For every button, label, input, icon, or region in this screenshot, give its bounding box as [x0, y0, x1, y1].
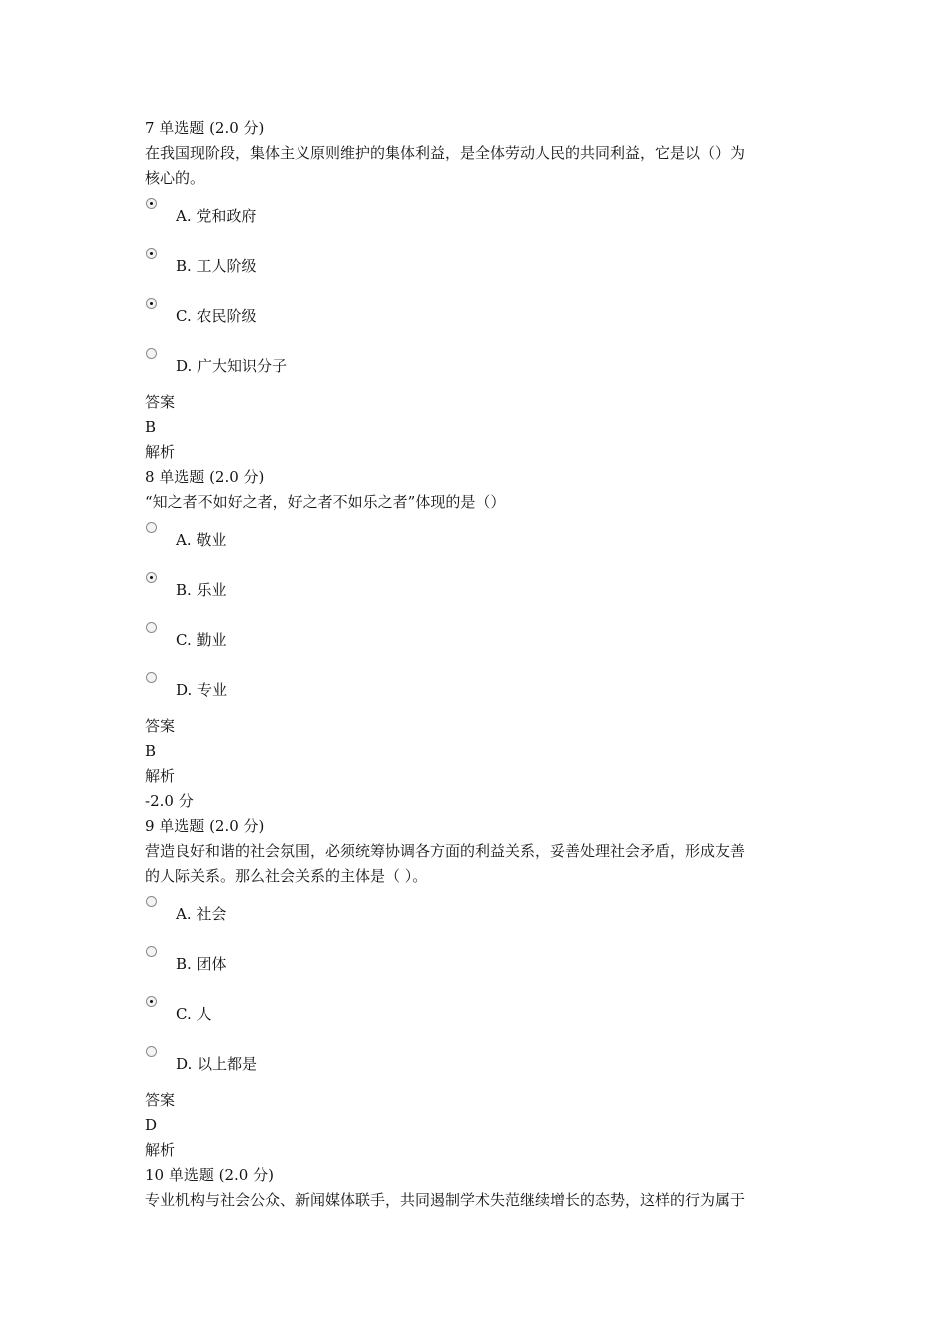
radio-button[interactable]	[146, 896, 157, 907]
option-label: D. 广大知识分子	[176, 357, 288, 375]
option-a[interactable]	[145, 895, 815, 945]
question-stem	[145, 141, 815, 191]
option-label: B. 乐业	[176, 581, 227, 599]
option-label: D. 以上都是	[176, 1055, 258, 1073]
radio-button[interactable]	[146, 298, 157, 309]
question-10	[145, 1163, 815, 1213]
question-stem	[145, 839, 815, 889]
analysis-label: 解析	[145, 1141, 176, 1159]
option-label: C. 农民阶级	[176, 307, 257, 325]
option-c[interactable]	[145, 621, 815, 671]
question-stem: 专业机构与社会公众、新闻媒体联手，共同遏制学术失范继续增长的态势，这样的行为属于	[145, 1191, 746, 1209]
analysis-label: 解析	[145, 443, 176, 461]
option-label: B. 工人阶级	[176, 257, 257, 275]
question-8	[145, 465, 815, 814]
option-d[interactable]	[145, 347, 815, 390]
question-stem	[145, 490, 815, 515]
question-header: 8 单选题 (2.0 分)	[145, 468, 265, 486]
answer-label: 答案	[145, 717, 176, 735]
option-label: A. 党和政府	[176, 207, 257, 225]
answer-value: B	[145, 742, 157, 760]
answer-label: 答案	[145, 1091, 176, 1109]
radio-button[interactable]	[146, 522, 157, 533]
option-label: C. 人	[176, 1005, 212, 1023]
option-a[interactable]	[145, 521, 815, 571]
option-a[interactable]	[145, 197, 815, 247]
radio-button[interactable]	[146, 672, 157, 683]
stem-line: 营造良好和谐的社会氛围，必须统筹协调各方面的利益关系，妥善处理社会矛盾，形成友善	[145, 842, 746, 860]
stem-line: 的人际关系。那么社会关系的主体是（ ）。	[145, 867, 428, 885]
option-label: B. 团体	[176, 955, 227, 973]
answer-value: D	[145, 1116, 158, 1134]
question-header: 7 单选题 (2.0 分)	[145, 119, 265, 137]
score-value: -2.0 分	[145, 792, 194, 810]
stem-line: 核心的。	[145, 169, 206, 187]
option-b[interactable]	[145, 571, 815, 621]
question-9	[145, 814, 815, 1163]
radio-button[interactable]	[146, 572, 157, 583]
option-d[interactable]	[145, 671, 815, 714]
option-c[interactable]	[145, 995, 815, 1045]
option-b[interactable]	[145, 247, 815, 297]
radio-button[interactable]	[146, 1046, 157, 1057]
quiz-document	[145, 116, 815, 1213]
option-d[interactable]	[145, 1045, 815, 1088]
option-label: A. 社会	[176, 905, 227, 923]
answer-value: B	[145, 418, 157, 436]
option-b[interactable]	[145, 945, 815, 995]
radio-button[interactable]	[146, 198, 157, 209]
radio-button[interactable]	[146, 248, 157, 259]
question-7	[145, 116, 815, 465]
radio-button[interactable]	[146, 622, 157, 633]
radio-button[interactable]	[146, 996, 157, 1007]
stem-line: 在我国现阶段，集体主义原则维护的集体利益，是全体劳动人民的共同利益，它是以（）为	[145, 144, 746, 162]
question-header: 9 单选题 (2.0 分)	[145, 817, 265, 835]
question-header: 10 单选题 (2.0 分)	[145, 1166, 274, 1184]
option-label: C. 勤业	[176, 631, 227, 649]
option-label: D. 专业	[176, 681, 228, 699]
option-label: A. 敬业	[176, 531, 227, 549]
radio-button[interactable]	[146, 348, 157, 359]
radio-button[interactable]	[146, 946, 157, 957]
option-c[interactable]	[145, 297, 815, 347]
stem-line: “知之者不如好之者，好之者不如乐之者”体现的是（）	[145, 493, 506, 511]
answer-label: 答案	[145, 393, 176, 411]
analysis-label: 解析	[145, 767, 176, 785]
